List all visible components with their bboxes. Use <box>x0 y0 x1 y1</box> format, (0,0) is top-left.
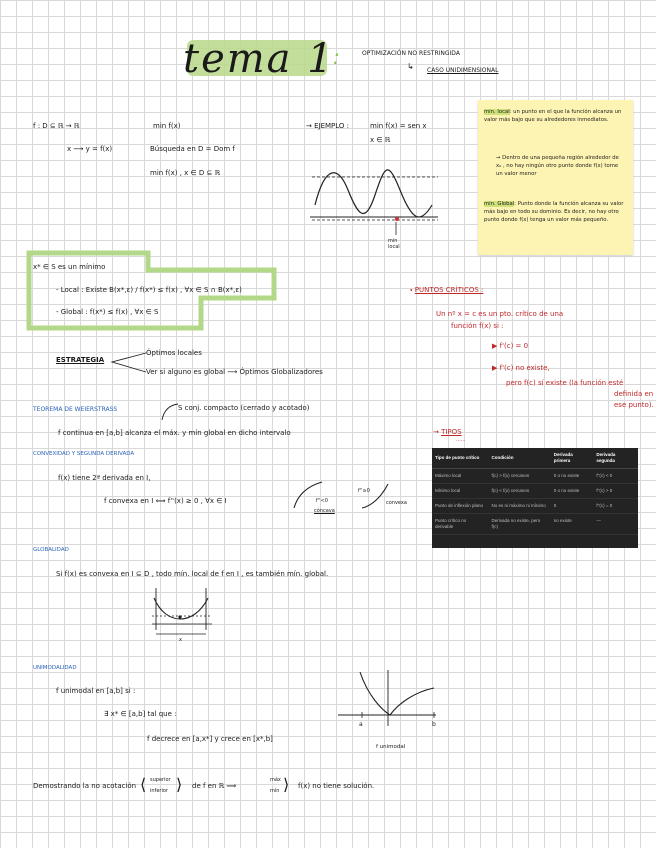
table-cell: Punto de inflexión plano <box>432 499 489 514</box>
footer-bracket-2: ⟩ <box>283 775 290 794</box>
sticky-note <box>478 100 633 255</box>
footer-superior: superior <box>150 777 171 783</box>
globality-statement: Si f(x) es convexa en I ⊆ D , todo mín. local de f en I , es también mín. global. <box>56 570 329 578</box>
title-subtitle-1: OPTIMIZACIÓN NO RESTRINGIDA <box>362 50 460 57</box>
min-global-tag: min. Global <box>484 201 515 207</box>
table-row <box>432 499 638 514</box>
minimum-heading: x* ∈ S es un mínimo <box>33 263 106 271</box>
unimodal-graph <box>338 668 438 728</box>
weierstrass-statement: f continua en [a,b] alcanza el máx. y mín global en dicho intervalo <box>58 429 291 437</box>
table-cell: f(c) > f(x) cercanos <box>489 469 551 484</box>
min-local-tag: min. local <box>484 109 510 115</box>
table-cell: f''(c) = 0 <box>593 499 638 514</box>
search-domain: Búsqueda en D = Dom f <box>150 145 235 153</box>
title-subtitle-2: CASO UNIDIMENSIONAL <box>427 67 499 74</box>
min-expression: min f(x) <box>153 122 181 130</box>
table-cell: Máximo local <box>432 469 489 484</box>
axis-label-b: b <box>432 721 436 728</box>
convex-min-graph <box>150 586 214 636</box>
strategy-option-1: Óptimos locales <box>146 349 202 357</box>
table-header: Derivada segunda <box>593 448 638 469</box>
concave-word: cóncava <box>314 508 335 514</box>
interval-label: x <box>179 637 182 643</box>
footer-bracket-close: ⟩ <box>176 775 183 794</box>
table-row <box>432 484 638 499</box>
convexity-line-2: f convexa en I ⟺ f''(x) ≥ 0 , ∀x ∈ I <box>104 497 227 505</box>
table-header: Derivada primera <box>551 448 594 469</box>
table-cell: 0 o no existe <box>551 484 594 499</box>
unimodality-line-3: f decrece en [a,x*] y crece en [x*,b] <box>147 735 273 743</box>
example-domain: x ∈ ℝ <box>370 136 391 144</box>
min-point <box>395 217 399 221</box>
critical-points-title: ⬩ PUNTOS CRÍTICOS : <box>410 286 484 294</box>
footer-inferior: inferior <box>150 788 168 794</box>
title-colon: : <box>333 45 340 69</box>
convex-word: convexa <box>386 500 407 506</box>
types-underline: ...... <box>456 437 466 443</box>
weierstrass-compact: S conj. compacto (cerrado y acotado) <box>178 404 310 412</box>
critical-cond-1: ▶ f'(c) = 0 <box>492 342 529 350</box>
table-header-row <box>432 448 638 469</box>
table-cell: Punto crítico no derivable <box>432 514 489 535</box>
strategy-option-2: Ver si alguno es global ⟶ Óptimos Globalizadores <box>146 368 323 376</box>
footer-bracket-open: ⟨ <box>140 775 147 794</box>
convexity-title: CONVEXIDAD Y SEGUNDA DERIVADA <box>33 451 135 457</box>
table-cell: — <box>593 514 638 535</box>
footer-max: máx <box>270 777 281 783</box>
types-title: → TIPOS <box>433 428 462 436</box>
table-header: Tipo de punto crítico <box>432 448 489 469</box>
footer-pre: Demostrando la no acotación <box>33 782 137 790</box>
unimodality-title: UNIMODALIDAD <box>33 665 77 671</box>
critical-cond-2: ▶ f'(c) no existe, <box>492 364 550 372</box>
table-cell: f''(c) < 0 <box>593 469 638 484</box>
subtitle-arrow: ↳ <box>407 62 414 71</box>
footer-min: mín <box>270 788 280 794</box>
critical-def-2: función f(x) si : <box>451 322 504 330</box>
table-row <box>432 469 638 484</box>
table-cell: 0 o no existe <box>551 469 594 484</box>
example-equation: min f(x) = sen x <box>370 122 427 130</box>
weierstrass-title: TEOREMA DE WEIERSTRASS <box>33 406 118 413</box>
table-header: Condición <box>489 448 551 469</box>
min-local-text: : un punto en el que la función alcanza un valor más bajo que su alrededores inmediatos. <box>484 109 622 123</box>
critical-cond-5: ese punto). <box>614 401 654 409</box>
strategy-label: ESTRATEGIA <box>56 356 105 364</box>
min-local-label: min local <box>388 238 400 250</box>
critical-def-1: Un nº x = c es un pto. crítico de una <box>436 310 564 318</box>
concave-label: f''<0 <box>316 498 328 504</box>
function-definition: f : D ⊆ ℝ → ℝ <box>33 122 80 130</box>
minimum-local: - Local : Existe B(x*,ε) / f(x*) ≤ f(x) , ∀x ∈ S ∩ B(x*,ε) <box>56 286 242 294</box>
min-local-detail: → Dentro de una pequeña región alrededor de x₀ , no hay ningún otro punto donde f(x) tome un valor menor <box>496 155 619 177</box>
convex-label: f''≥0 <box>358 488 370 494</box>
footer-post: f(x) no tiene solución. <box>298 782 375 790</box>
unimodality-line-1: f unimodal en [a,b] si : <box>56 687 136 695</box>
axis-label-a: a <box>359 721 363 728</box>
critical-cond-4: definida en <box>614 390 654 398</box>
weierstrass-curve <box>160 402 180 422</box>
min-global-text: : Punto donde la función alcanza su valor más bajo en todo su dominio. Es decir, no hay otro punto donde f(x) tenga un valor más pequeño. <box>484 201 624 223</box>
table-cell: Mínimo local <box>432 484 489 499</box>
table-cell: No es ni máximo ni mínimo <box>489 499 551 514</box>
minimum-global: - Global : f(x*) ≤ f(x) , ∀x ∈ S <box>56 308 159 316</box>
table-row <box>432 514 638 535</box>
min-expression-2: min f(x) , x ∈ D ⊆ ℝ <box>150 169 221 177</box>
page-title: tema 1 <box>183 36 335 82</box>
critical-cond-3: pero f(c) sí existe (la función esté <box>506 379 624 387</box>
function-mapping: x ⟶ y = f(x) <box>67 145 113 153</box>
example-label: → EJEMPLO : <box>306 122 350 130</box>
globality-title: GLOBALIDAD <box>33 547 69 553</box>
unimodal-label: f unimodal <box>376 744 406 750</box>
table-cell: Derivada no existe, pero f(c) <box>489 514 551 535</box>
convexity-line-1: f(x) tiene 2ª derivada en I, <box>58 474 151 482</box>
table-cell: no existe <box>551 514 594 535</box>
critical-types-table <box>432 448 638 548</box>
unimodality-line-2: ∃ x* ∈ [a,b] tal que : <box>104 710 177 718</box>
table-cell: f(c) < f(x) cercanos <box>489 484 551 499</box>
strategy-branch <box>108 350 148 376</box>
table-cell: f''(c) > 0 <box>593 484 638 499</box>
sine-graph <box>310 160 440 255</box>
footer-mid: de f en ℝ ⟹ <box>192 782 237 790</box>
table-cell: 0 <box>551 499 594 514</box>
